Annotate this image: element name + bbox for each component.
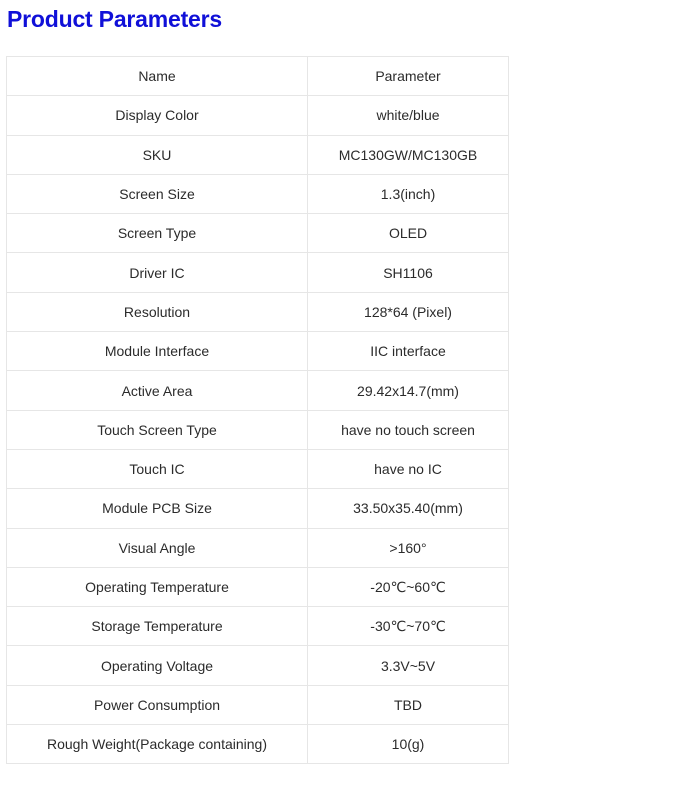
table-row <box>7 96 509 135</box>
table-row <box>7 489 509 528</box>
parameter-value-cell: -20℃~60℃ <box>308 567 509 606</box>
parameter-name-cell: Screen Type <box>7 214 308 253</box>
parameter-value-cell: 128*64 (Pixel) <box>308 292 509 331</box>
header-parameter-cell: Parameter <box>308 57 509 96</box>
parameter-name-cell: Screen Size <box>7 174 308 213</box>
parameter-value-cell: IIC interface <box>308 332 509 371</box>
parameter-name-cell: Touch Screen Type <box>7 410 308 449</box>
parameter-value-cell: 1.3(inch) <box>308 174 509 213</box>
parameter-name-cell: Storage Temperature <box>7 607 308 646</box>
table-header-row <box>7 57 509 96</box>
parameter-name-cell: SKU <box>7 135 308 174</box>
table-row <box>7 567 509 606</box>
parameter-name-cell: Rough Weight(Package containing) <box>7 725 308 764</box>
parameter-value-cell: TBD <box>308 685 509 724</box>
table-row <box>7 214 509 253</box>
table-row <box>7 685 509 724</box>
parameter-name-cell: Driver IC <box>7 253 308 292</box>
table-row <box>7 646 509 685</box>
table-row <box>7 607 509 646</box>
parameter-name-cell: Visual Angle <box>7 528 308 567</box>
parameter-value-cell: white/blue <box>308 96 509 135</box>
parameter-value-cell: 33.50x35.40(mm) <box>308 489 509 528</box>
parameter-value-cell: have no touch screen <box>308 410 509 449</box>
table-row <box>7 332 509 371</box>
table-row <box>7 292 509 331</box>
parameter-value-cell: 3.3V~5V <box>308 646 509 685</box>
page-title: Product Parameters <box>7 6 222 32</box>
parameter-name-cell: Resolution <box>7 292 308 331</box>
table-row <box>7 174 509 213</box>
table-row <box>7 528 509 567</box>
header-name-cell: Name <box>7 57 308 96</box>
parameter-name-cell: Module PCB Size <box>7 489 308 528</box>
table-row <box>7 410 509 449</box>
table-row <box>7 725 509 764</box>
parameter-name-cell: Active Area <box>7 371 308 410</box>
parameter-value-cell: OLED <box>308 214 509 253</box>
parameter-value-cell: have no IC <box>308 449 509 488</box>
table-row <box>7 449 509 488</box>
table-row <box>7 371 509 410</box>
parameter-name-cell: Operating Temperature <box>7 567 308 606</box>
parameter-value-cell: 10(g) <box>308 725 509 764</box>
table-row <box>7 253 509 292</box>
parameter-value-cell: >160° <box>308 528 509 567</box>
parameter-name-cell: Power Consumption <box>7 685 308 724</box>
parameter-name-cell: Operating Voltage <box>7 646 308 685</box>
parameter-name-cell: Display Color <box>7 96 308 135</box>
parameter-name-cell: Module Interface <box>7 332 308 371</box>
parameters-table <box>6 56 509 764</box>
parameter-value-cell: SH1106 <box>308 253 509 292</box>
parameter-value-cell: -30℃~70℃ <box>308 607 509 646</box>
parameter-value-cell: MC130GW/MC130GB <box>308 135 509 174</box>
table-row <box>7 135 509 174</box>
parameter-name-cell: Touch IC <box>7 449 308 488</box>
parameter-value-cell: 29.42x14.7(mm) <box>308 371 509 410</box>
